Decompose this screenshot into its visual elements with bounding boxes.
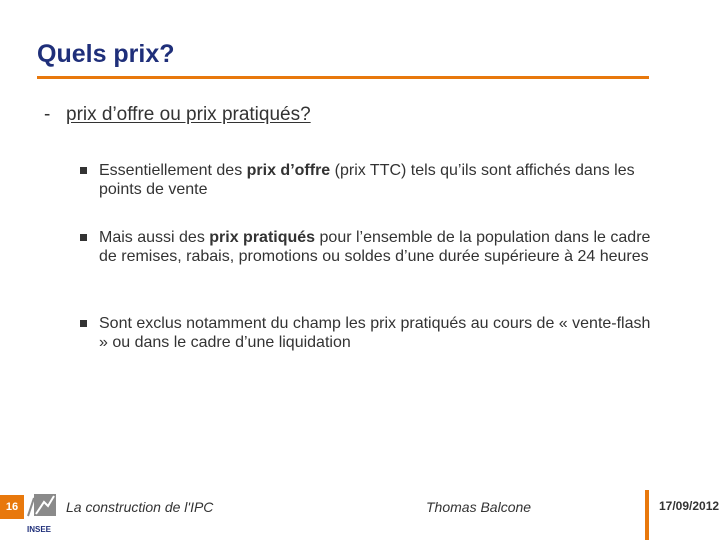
square-bullet-icon — [80, 167, 87, 174]
slide-title: Quels prix? — [37, 40, 175, 68]
title-underline — [37, 76, 649, 79]
footer-date: 17/09/2012 — [659, 499, 720, 513]
dash-marker: - — [44, 104, 51, 125]
main-bullet-text: prix d’offre ou prix pratiqués? — [66, 104, 311, 125]
square-bullet-icon — [80, 234, 87, 241]
bullet-item — [80, 228, 660, 266]
footer-left-text: La construction de l'IPC — [66, 499, 214, 515]
bullet-item — [80, 161, 660, 199]
svg-text:INSEE: INSEE — [27, 525, 52, 534]
bullet-text: Mais aussi des prix pratiqués pour l’ensemble de la population dans le cadre de remises, rabais, promotions ou soldes d’une durée supérieure à 24 heures — [99, 229, 651, 265]
footer-divider — [645, 490, 649, 540]
footer-author: Thomas Balcone — [426, 499, 532, 515]
page-number: 16 — [0, 495, 24, 519]
main-bullet — [44, 104, 311, 126]
square-bullet-icon — [80, 320, 87, 327]
bullet-item — [80, 314, 660, 352]
insee-logo — [26, 490, 58, 536]
bullet-text: Sont exclus notamment du champ les prix pratiqués au cours de « vente-flash » ou dans le cadre d’une liquidation — [99, 315, 651, 351]
emphasis-text: prix pratiqués — [209, 229, 316, 246]
emphasis-text: prix d’offre — [246, 162, 331, 179]
bullet-text: Essentiellement des prix d’offre (prix TTC) tels qu’ils sont affichés dans les points de vente — [99, 162, 635, 198]
